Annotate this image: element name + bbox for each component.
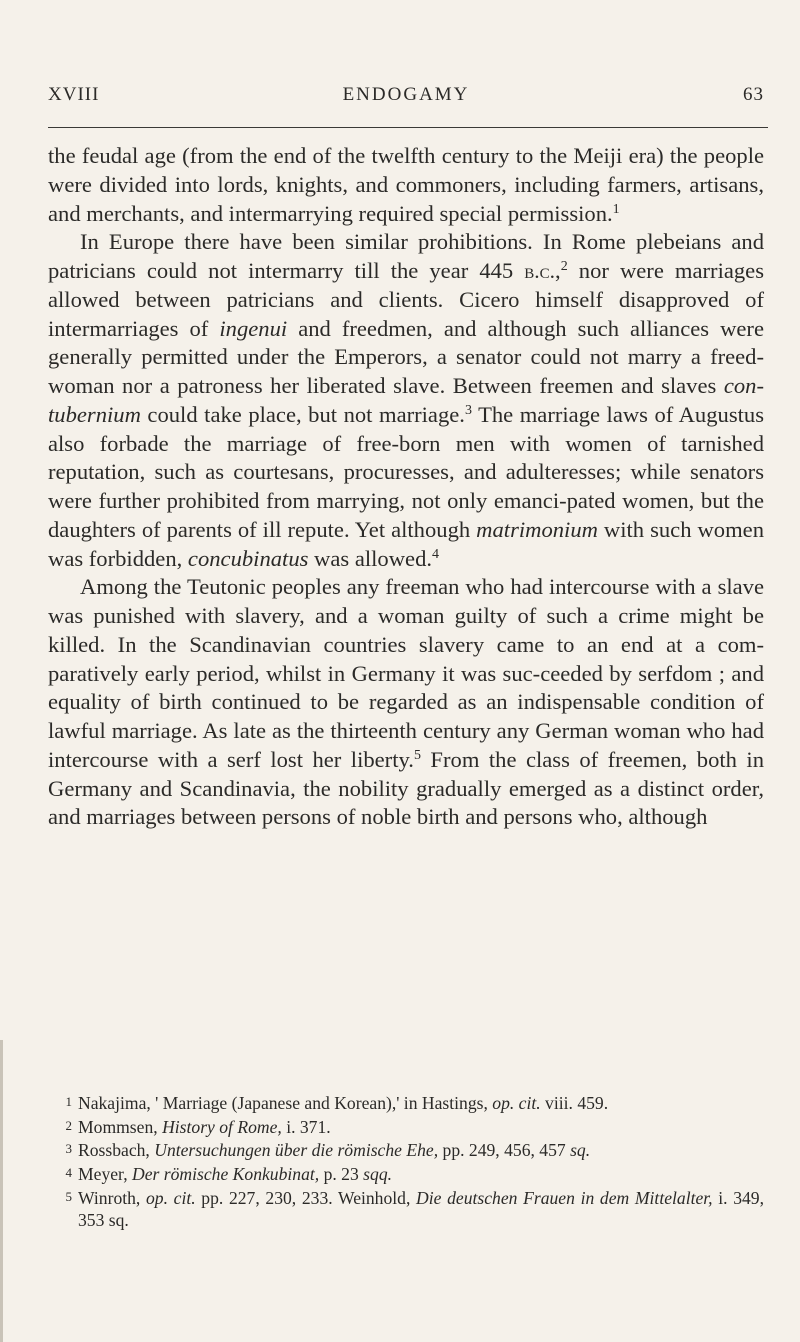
footnote-2: 2 Mommsen, History of Rome, i. 371. [65,1116,331,1137]
footnote-ref-1[interactable]: 1 [612,201,620,217]
footnote-4: 4 Meyer, Der römische Konkubinat, p. 23 sqq. [65,1164,393,1185]
paragraph-1: the feudal age (from the end of the twelfth century to the Meiji era) the people were divided into lords, knights, and commoners, including farmers, artisans, and merchants, and intermarrying required special permission.$^1$ [48,143,764,226]
running-title: ENDOGAMY [342,84,470,105]
paragraph-3: Among the Teutonic peoples any freeman who had intercourse with a slave was punished with slavery, and a woman guilty of such a crime might be killed. In the Scandinavian countries slavery came to an end at a com-paratively early period, whilst in Germany it was suc-ceeded by serfdom ; and equality of birth continued to be regarded as an indispensable condition of lawful marriage. As late as the thirteenth century any German woman who had intercourse with a serf lost her liberty.$^5$ From the class of freemen, both in Germany and Scandinavia, the nobility gradually emerged as a distinct order, and marriages between persons of noble birth and persons who, although [48,574,764,830]
footnote-5: 5 Winroth, op. cit. pp. 227, 230, 233. Weinhold, Die deutschen Frauen in dem Mittelalter, i. 349, 353 sq. [65,1187,764,1230]
footnote-ref-2[interactable]: 2 [560,259,568,274]
page-number: 63 [743,84,764,105]
body-text [48,142,764,832]
paragraph-2: In Europe there have been similar prohibitions. In Rome plebeians and patricians could not intermarry till the year 445 b.c.,$^2$ nor were marriages allowed between patricians and clients. Cicero himself disapproved of intermarriages of ingenui and freedmen, and although such alliances were generally permitted under the Emperors, a senator could not marry a freed-woman nor a patroness her liberated slave. Between freemen and slaves con-tubernium could take place, but not marriage.$^3$ The marriage laws of Augustus also forbade the marriage of free-born men with women of tarnished reputation, such as courtesans, procuresses, and adulteresses; while senators were further prohibited from marrying, not only emanci-pated women, but the daughters of parents of ill repute. Yet although matrimonium with such women was forbidden, concubinatus was allowed.$^4$ [48,229,765,571]
footnote-ref-5[interactable]: 5 [413,747,421,763]
page-edge [0,1040,3,1342]
footnotes [48,1091,764,1231]
header-rule [48,127,768,128]
running-head [48,84,764,110]
chapter-number: XVIII [48,84,100,105]
footnote-1: 1 Nakajima, ' Marriage (Japanese and Korean),' in Hastings, op. cit. viii. 459. [65,1093,609,1113]
footnote-ref-3[interactable]: 3 [464,402,472,418]
footnote-3: 3 Rossbach, Untersuchungen über die römische Ehe, pp. 249, 456, 457 sq. [65,1140,591,1161]
footnote-ref-4[interactable]: 4 [432,546,440,562]
